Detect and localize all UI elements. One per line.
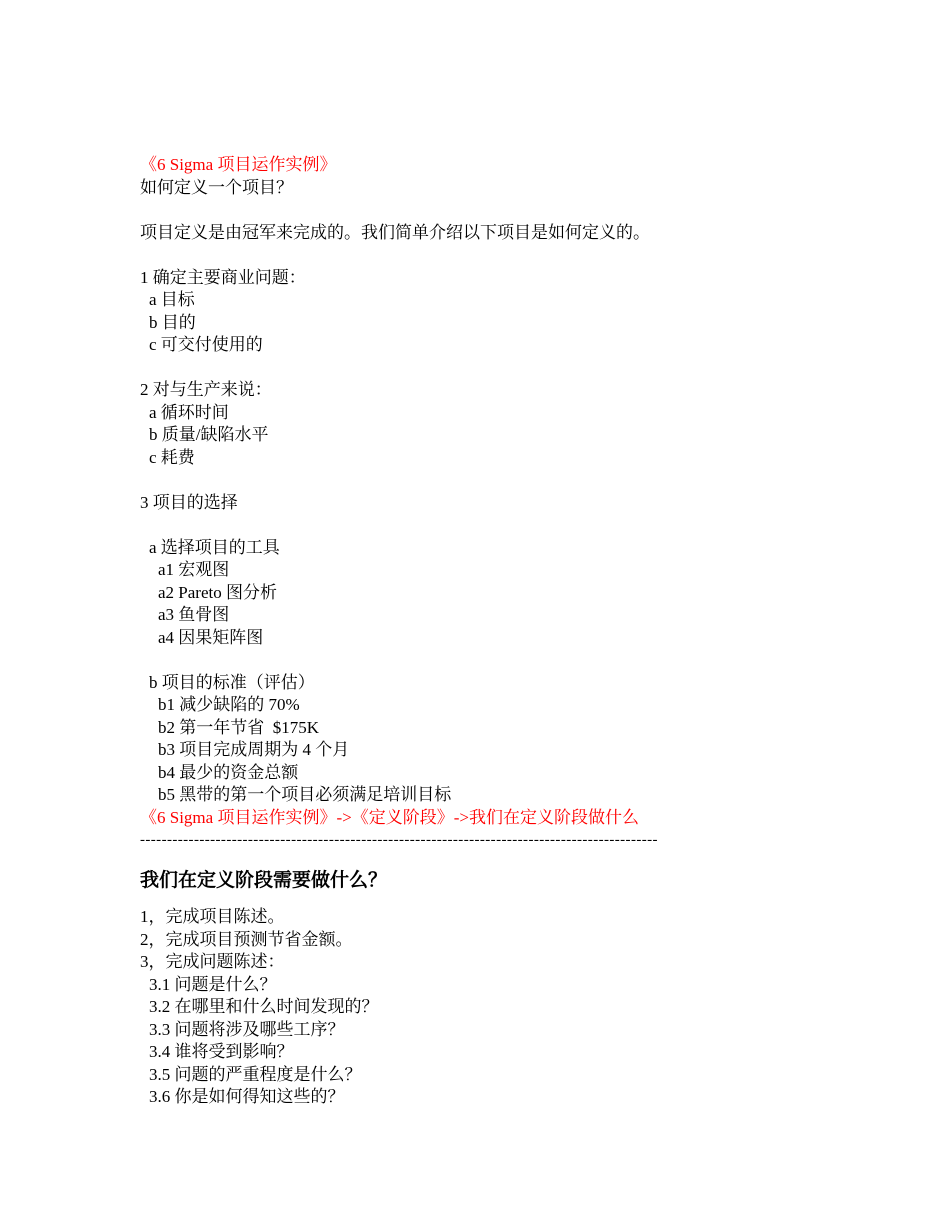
list-item: 3.6 你是如何得知这些的？	[149, 1087, 345, 1106]
list-item: 2，完成项目预测节省金额。	[140, 929, 353, 949]
divider: ------------------------------------------------------------------------------------------------	[140, 832, 658, 848]
list-item: a 循环时间	[149, 402, 229, 422]
list-item: b4 最少的资金总额	[158, 762, 299, 782]
list-item: 3，完成问题陈述：	[140, 952, 285, 971]
breadcrumb: 《6 Sigma 项目运作实例》->《定义阶段》->我们在定义阶段做什么	[140, 807, 639, 827]
list-item: a3 鱼骨图	[158, 605, 230, 624]
list-item: b 质量/缺陷水平	[149, 425, 269, 444]
list-item: 3.4 谁将受到影响？	[149, 1042, 294, 1061]
list-item: b5 黑带的第一个项目必须满足培训目标	[158, 785, 452, 804]
list-item: a 目标	[149, 290, 195, 309]
list-item: 3.3 问题将涉及哪些工序？	[149, 1019, 345, 1039]
list-item: b1 减少缺陷的 70%	[158, 695, 300, 714]
list-item: a4 因果矩阵图	[158, 627, 264, 647]
list-item: a1 宏观图	[158, 560, 230, 579]
list-item: 3.5 问题的严重程度是什么？	[149, 1064, 362, 1084]
document-subtitle: 如何定义一个项目？	[140, 177, 293, 197]
list-item: 1，完成项目陈述。	[140, 907, 285, 926]
section-heading: 1 确定主要商业问题：	[140, 267, 306, 287]
document-title: 《6 Sigma 项目运作实例》	[140, 155, 337, 174]
subsection-heading: b 项目的标准（评估）	[149, 672, 315, 692]
section-title: 我们在定义阶段需要做什么？	[140, 869, 388, 891]
section-heading: 3 项目的选择	[140, 492, 238, 512]
list-item: 3.2 在哪里和什么时间发现的？	[149, 997, 379, 1016]
list-item: c 耗费	[149, 447, 195, 467]
section-heading: 2 对与生产来说：	[140, 380, 272, 399]
document-page	[140, 154, 900, 1109]
intro-paragraph: 项目定义是由冠军来完成的。我们简单介绍以下项目是如何定义的。	[140, 222, 650, 242]
list-item: b3 项目完成周期为 4 个月	[158, 740, 350, 759]
list-item: c 可交付使用的	[149, 335, 263, 354]
subsection-heading: a 选择项目的工具	[149, 537, 280, 557]
list-item: 3.1 问题是什么？	[149, 974, 277, 994]
list-item: b2 第一年节省 $175K	[158, 717, 320, 737]
list-item: b 目的	[149, 312, 196, 332]
list-item: a2 Pareto 图分析	[158, 582, 277, 602]
